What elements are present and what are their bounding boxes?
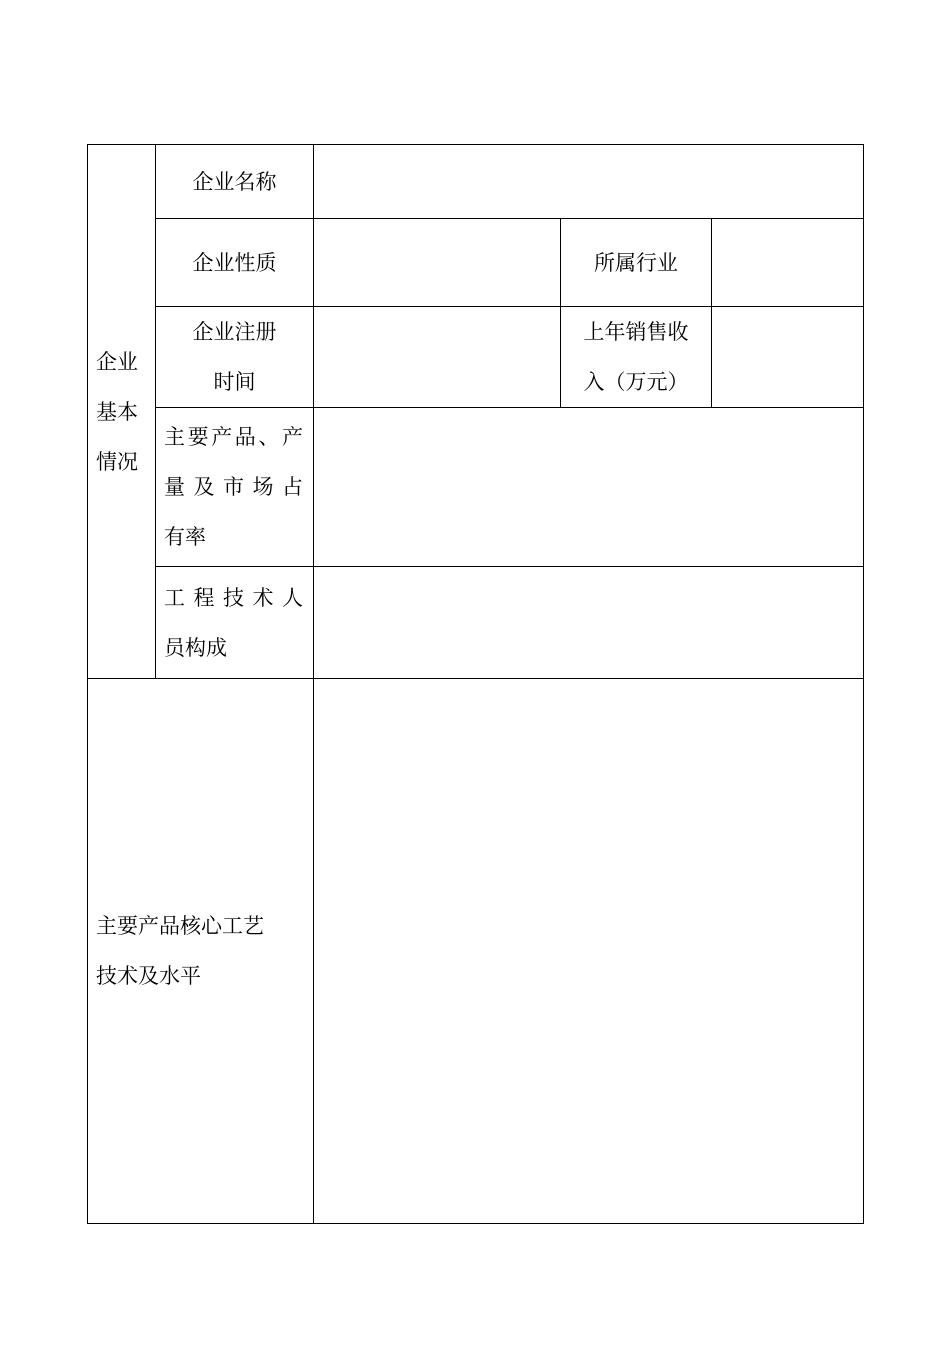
main-products-label xyxy=(156,408,314,567)
enterprise-nature-field[interactable] xyxy=(314,219,561,307)
engineering-staff-field[interactable] xyxy=(314,567,864,679)
row-main-products xyxy=(88,408,864,567)
last-year-revenue-label-line: 上年销售收 xyxy=(583,320,689,344)
engineering-staff-label-line: 员构成 xyxy=(164,635,227,660)
row-engineering-staff xyxy=(88,567,864,679)
registration-time-label xyxy=(156,307,314,408)
main-products-label-line: 有率 xyxy=(164,525,206,549)
main-products-label-line: 主要产品、产 xyxy=(164,425,303,449)
core-technology-label-line: 主要产品核心工艺 xyxy=(96,914,264,938)
registration-time-field[interactable] xyxy=(314,307,561,408)
enterprise-name-field[interactable] xyxy=(314,145,864,219)
registration-time-label-line: 企业注册 xyxy=(192,320,277,344)
enterprise-info-form xyxy=(87,144,864,1224)
row-core-technology xyxy=(88,679,864,1224)
group-label-line: 企业 xyxy=(96,349,138,374)
last-year-revenue-label-line: 入（万元） xyxy=(583,370,689,394)
group-label-line: 情况 xyxy=(96,449,138,474)
main-products-label-line: 量及市场占 xyxy=(164,475,303,499)
core-technology-label-line: 技术及水平 xyxy=(96,964,201,988)
enterprise-nature-label: 企业性质 xyxy=(156,219,314,307)
enterprise-name-label: 企业名称 xyxy=(156,145,314,219)
registration-time-label-line: 时间 xyxy=(213,370,256,394)
last-year-revenue-field[interactable] xyxy=(712,307,864,408)
row-registration-revenue xyxy=(88,307,864,408)
last-year-revenue-label xyxy=(561,307,712,408)
core-technology-label xyxy=(88,679,314,1224)
engineering-staff-label xyxy=(156,567,314,679)
main-products-field[interactable] xyxy=(314,408,864,567)
row-enterprise-nature xyxy=(88,219,864,307)
group-label-line: 基本 xyxy=(96,399,138,424)
industry-label: 所属行业 xyxy=(561,219,712,307)
industry-field[interactable] xyxy=(712,219,864,307)
group-label-basic-info xyxy=(88,145,156,679)
row-enterprise-name xyxy=(88,145,864,219)
engineering-staff-label-line: 工程技术人 xyxy=(164,585,303,610)
core-technology-field[interactable] xyxy=(314,679,864,1224)
